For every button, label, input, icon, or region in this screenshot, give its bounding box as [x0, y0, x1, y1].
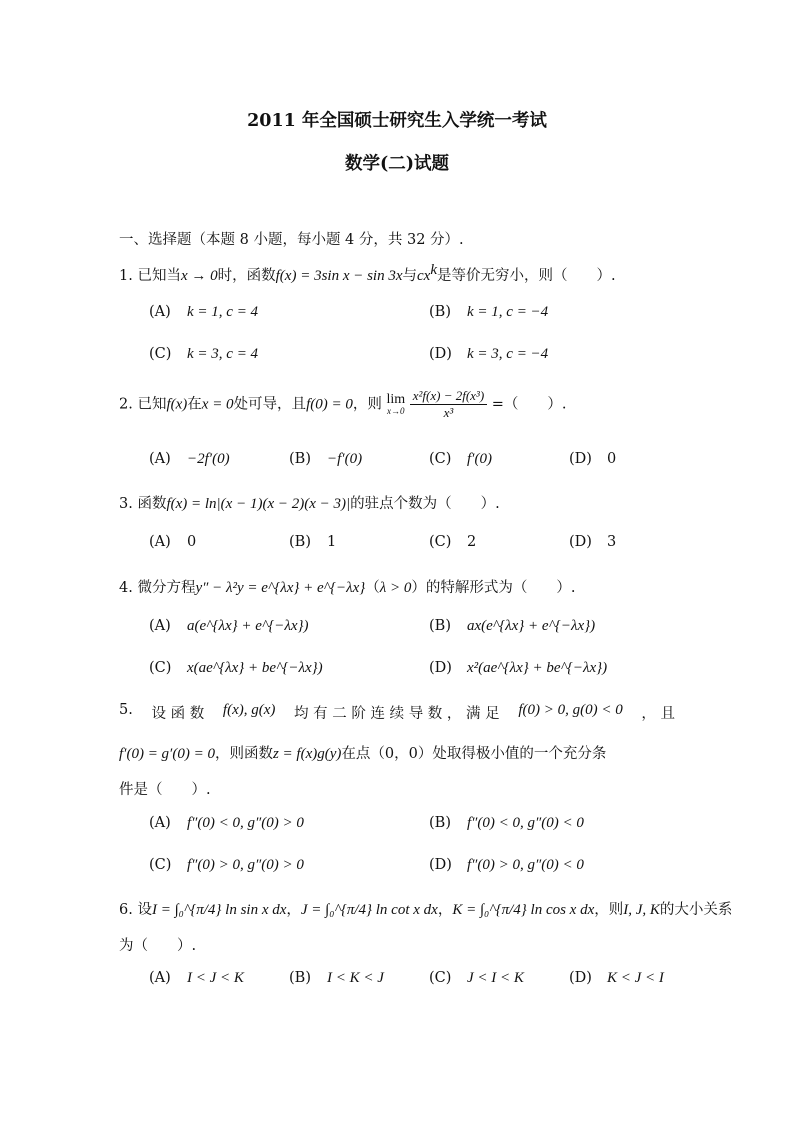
- question-5-stem-line-3: 件是（ ）.: [119, 782, 211, 798]
- option-b[interactable]: (B) −f′(0): [289, 451, 363, 467]
- option-d[interactable]: (D) 3: [569, 534, 617, 550]
- option-c[interactable]: (C) f″(0) > 0, g″(0) > 0: [149, 857, 304, 873]
- question-number: 2.: [119, 396, 133, 413]
- option-d[interactable]: (D) 0: [569, 451, 617, 467]
- option-c[interactable]: (C) J < I < K: [429, 970, 524, 986]
- option-b[interactable]: (B) ax(e^{λx} + e^{−λx}): [429, 618, 596, 634]
- question-number: 3.: [119, 496, 133, 512]
- integral-j: J = ∫₀^{π/4} ln cot x dx: [300, 902, 438, 918]
- question-number: 4.: [119, 580, 133, 596]
- option-d[interactable]: (D) k = 3, c = −4: [429, 346, 549, 362]
- option-b[interactable]: (B) f″(0) < 0, g″(0) < 0: [429, 815, 584, 831]
- option-d[interactable]: (D) K < J < I: [569, 970, 664, 986]
- option-a[interactable]: (A) f″(0) < 0, g″(0) > 0: [149, 815, 304, 831]
- exam-subtitle: 数学(二)试题: [344, 154, 450, 174]
- option-b[interactable]: (B) k = 1, c = −4: [429, 304, 549, 320]
- option-b[interactable]: (B) 1: [289, 534, 337, 550]
- question-number: 1.: [119, 268, 133, 284]
- question-6-stem-line-1: 6. 设I = ∫₀^{π/4} ln sin x dx，J = ∫₀^{π/4} ln cot x dx，K = ∫₀^{π/4} ln cos x dx，则I, J, K的大小关系: [119, 902, 733, 918]
- option-b[interactable]: (B) I < K < J: [289, 970, 384, 986]
- question-4-stem: 4. 微分方程y″ − λ²y = e^{λx} + e^{−λx}（λ > 0）的特解形式为（ ）.: [119, 580, 576, 596]
- option-a[interactable]: (A) −2f′(0): [149, 451, 230, 467]
- question-3-stem: 3. 函数f(x) = ln|(x − 1)(x − 2)(x − 3)|的驻点个数为（ ）.: [119, 496, 500, 512]
- integral-k: K = ∫₀^{π/4} ln cos x dx: [452, 902, 595, 918]
- option-a[interactable]: (A) k = 1, c = 4: [149, 304, 259, 320]
- option-a[interactable]: (A) 0: [149, 534, 197, 550]
- question-2-stem: 2. 已知f(x)在x = 0处可导，且f(0) = 0，则 lim x→0 $\frac{\text{x²f(x) − 2f(x³)}}{\text{x³}}$ =（ ）.: [119, 388, 567, 420]
- option-d[interactable]: (D) x²(ae^{λx} + be^{−λx}): [429, 660, 608, 676]
- section-heading: 一、选择题（本题 8 小题，每小题 4 分，共 32 分）.: [119, 232, 464, 248]
- option-c[interactable]: (C) 2: [429, 534, 477, 550]
- question-1-stem: 1. 已知当x → 0时，函数f(x) = 3sin x − sin 3x与$cx^k$是等价无穷小，则（ ）.: [119, 262, 616, 284]
- limit-operator: lim x→0: [386, 392, 406, 416]
- option-a[interactable]: (A) I < J < K: [149, 970, 244, 986]
- option-a[interactable]: (A) a(e^{λx} + e^{−λx}): [149, 618, 309, 634]
- question-number: 5.: [119, 702, 133, 718]
- question-number: 6.: [119, 902, 133, 918]
- integral-i: I = ∫₀^{π/4} ln sin x dx: [151, 902, 287, 918]
- limit-fraction: $\frac{\text{x²f(x) − 2f(x³)}}{\text{x³}}$: [410, 388, 487, 421]
- question-5-stem-line-1: 5. 设 函 数 f(x), g(x) 均 有 二 阶 连 续 导 数 ， 满 足 f(0) > 0, g(0) < 0 ， 且: [119, 702, 675, 722]
- exam-title: 2011 年全国硕士研究生入学统一考试: [247, 111, 547, 131]
- option-c[interactable]: (C) x(ae^{λx} + be^{−λx}): [149, 660, 323, 676]
- question-6-stem-line-2: 为（ ）.: [119, 938, 197, 954]
- question-5-stem-line-2: f′(0) = g′(0) = 0，则函数z = f(x)g(y)在点（0，0）处取得极小值的一个充分条: [119, 746, 607, 762]
- option-d[interactable]: (D) f″(0) > 0, g″(0) < 0: [429, 857, 584, 873]
- option-c[interactable]: (C) f′(0): [429, 451, 492, 467]
- option-c[interactable]: (C) k = 3, c = 4: [149, 346, 259, 362]
